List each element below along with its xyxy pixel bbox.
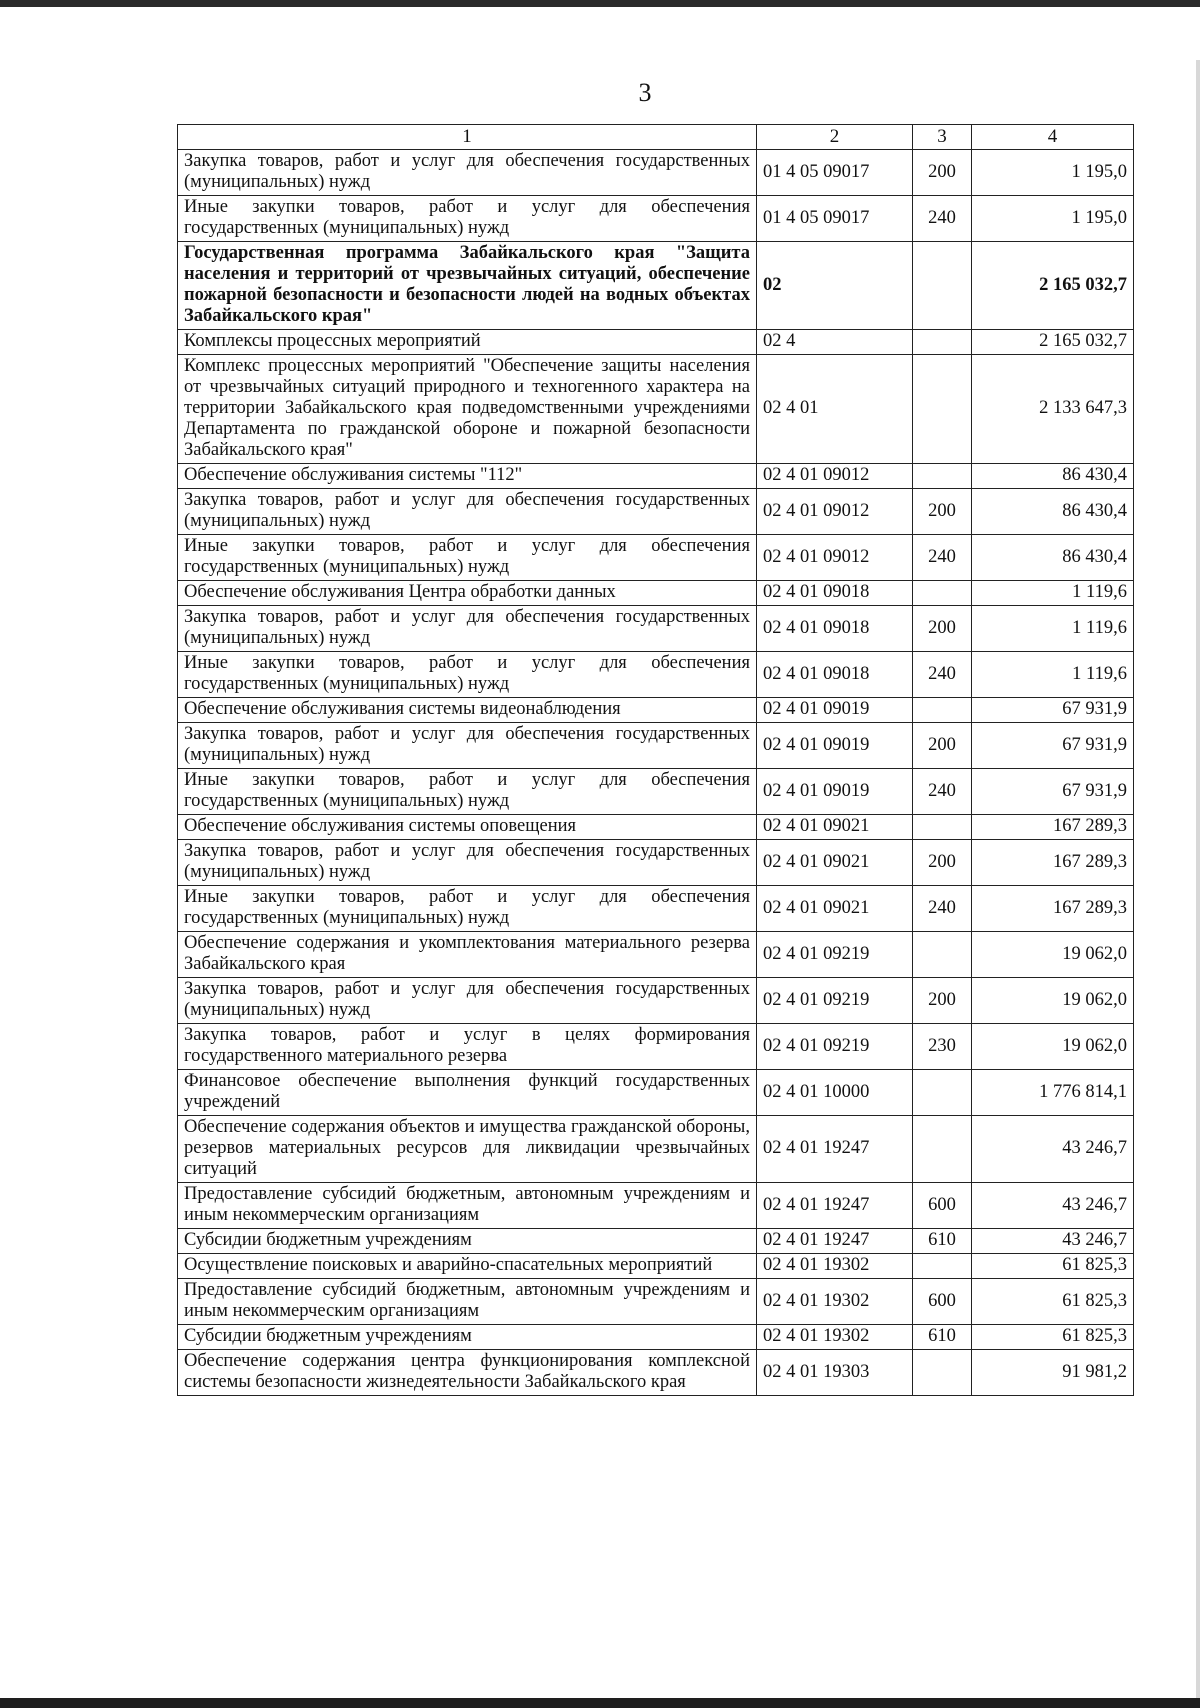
row-sum-cell: 19 062,0	[972, 1024, 1134, 1070]
table-row	[178, 196, 1134, 242]
row-code-cell: 02 4 01 09019	[757, 698, 913, 723]
scan-edge-top	[0, 0, 1200, 7]
table-row	[178, 840, 1134, 886]
row-kvr-cell	[913, 1254, 972, 1279]
row-name-cell: Закупка товаров, работ и услуг в целях формирования государственного материального резерва	[178, 1024, 757, 1070]
row-code-cell: 02 4 01 19247	[757, 1116, 913, 1183]
row-code-cell: 02 4 01 19303	[757, 1350, 913, 1396]
row-sum-cell: 167 289,3	[972, 840, 1134, 886]
row-kvr-cell: 600	[913, 1279, 972, 1325]
row-name-cell: Иные закупки товаров, работ и услуг для обеспечения государственных (муниципальных) нужд	[178, 535, 757, 581]
table-row	[178, 698, 1134, 723]
row-code-cell: 02 4 01 09012	[757, 489, 913, 535]
row-name-cell: Обеспечение содержания и укомплектования материального резерва Забайкальского края	[178, 932, 757, 978]
row-sum-cell: 67 931,9	[972, 769, 1134, 815]
row-code-cell: 02 4 01 09018	[757, 606, 913, 652]
table-row	[178, 1024, 1134, 1070]
row-name-cell: Осуществление поисковых и аварийно-спасательных мероприятий	[178, 1254, 757, 1279]
row-code-cell: 02 4 01 09219	[757, 1024, 913, 1070]
row-code-cell: 02 4 01 09219	[757, 978, 913, 1024]
table-header-row	[178, 125, 1134, 150]
row-kvr-cell	[913, 815, 972, 840]
table-row	[178, 330, 1134, 355]
row-code-cell: 02 4 01 10000	[757, 1070, 913, 1116]
row-sum-cell: 67 931,9	[972, 723, 1134, 769]
table-row	[178, 978, 1134, 1024]
row-code-cell: 02 4 01 19302	[757, 1254, 913, 1279]
row-sum-cell: 61 825,3	[972, 1254, 1134, 1279]
page-number: 3	[638, 78, 652, 107]
table-row	[178, 1350, 1134, 1396]
row-code-cell: 02 4 01 19302	[757, 1325, 913, 1350]
table-row	[178, 1254, 1134, 1279]
row-code-cell: 02 4 01 19247	[757, 1229, 913, 1254]
table-row	[178, 581, 1134, 606]
row-sum-cell: 86 430,4	[972, 535, 1134, 581]
row-code-cell: 02 4 01 09012	[757, 535, 913, 581]
row-code-cell: 02 4 01 09021	[757, 886, 913, 932]
row-name-cell: Закупка товаров, работ и услуг для обеспечения государственных (муниципальных) нужд	[178, 978, 757, 1024]
table-row	[178, 1279, 1134, 1325]
row-code-cell: 02 4 01 09021	[757, 840, 913, 886]
row-sum-cell: 61 825,3	[972, 1325, 1134, 1350]
row-name-cell: Обеспечение обслуживания системы видеонаблюдения	[178, 698, 757, 723]
row-code-cell: 02 4 01 09018	[757, 581, 913, 606]
row-name-cell: Иные закупки товаров, работ и услуг для обеспечения государственных (муниципальных) нужд	[178, 652, 757, 698]
table-row	[178, 535, 1134, 581]
row-name-cell: Обеспечение обслуживания системы "112"	[178, 464, 757, 489]
row-kvr-cell: 200	[913, 978, 972, 1024]
row-sum-cell: 43 246,7	[972, 1116, 1134, 1183]
row-kvr-cell: 610	[913, 1325, 972, 1350]
row-sum-cell: 43 246,7	[972, 1183, 1134, 1229]
row-name-cell: Иные закупки товаров, работ и услуг для обеспечения государственных (муниципальных) нужд	[178, 886, 757, 932]
row-kvr-cell: 200	[913, 606, 972, 652]
row-kvr-cell	[913, 464, 972, 489]
row-kvr-cell: 200	[913, 150, 972, 196]
row-kvr-cell	[913, 242, 972, 330]
table-row	[178, 1229, 1134, 1254]
row-code-cell: 02 4 01 19302	[757, 1279, 913, 1325]
row-kvr-cell	[913, 355, 972, 464]
table-row	[178, 886, 1134, 932]
row-name-cell: Субсидии бюджетным учреждениям	[178, 1325, 757, 1350]
row-code-cell: 02 4 01 09012	[757, 464, 913, 489]
row-name-cell: Обеспечение обслуживания системы оповещения	[178, 815, 757, 840]
table-row	[178, 1070, 1134, 1116]
row-name-cell: Субсидии бюджетным учреждениям	[178, 1229, 757, 1254]
row-kvr-cell: 240	[913, 535, 972, 581]
row-sum-cell: 19 062,0	[972, 978, 1134, 1024]
row-kvr-cell: 200	[913, 489, 972, 535]
row-name-cell: Иные закупки товаров, работ и услуг для обеспечения государственных (муниципальных) нужд	[178, 769, 757, 815]
row-sum-cell: 91 981,2	[972, 1350, 1134, 1396]
scan-edge-right	[1196, 60, 1200, 1700]
row-name-cell: Закупка товаров, работ и услуг для обеспечения государственных (муниципальных) нужд	[178, 723, 757, 769]
table-row	[178, 489, 1134, 535]
row-sum-cell: 1 119,6	[972, 606, 1134, 652]
row-code-cell: 02 4 01 19247	[757, 1183, 913, 1229]
row-name-cell: Обеспечение содержания центра функционирования комплексной системы безопасности жизнедеятельности Забайкальского края	[178, 1350, 757, 1396]
row-name-cell: Предоставление субсидий бюджетным, автономным учреждениям и иным некоммерческим организациям	[178, 1183, 757, 1229]
row-sum-cell: 2 165 032,7	[972, 330, 1134, 355]
row-kvr-cell: 610	[913, 1229, 972, 1254]
row-code-cell: 02	[757, 242, 913, 330]
row-sum-cell: 1 195,0	[972, 196, 1134, 242]
table-row	[178, 1116, 1134, 1183]
table-row	[178, 815, 1134, 840]
scan-edge-bottom	[0, 1698, 1200, 1708]
table-row	[178, 723, 1134, 769]
table-row	[178, 1183, 1134, 1229]
row-name-cell: Государственная программа Забайкальского края "Защита населения и территорий от чрезвычайных ситуаций, обеспечение пожарной безопасности и безопасности людей на водных объектах Забайкальского края"	[178, 242, 757, 330]
row-kvr-cell: 240	[913, 886, 972, 932]
row-kvr-cell: 240	[913, 652, 972, 698]
row-name-cell: Предоставление субсидий бюджетным, автономным учреждениям и иным некоммерческим организациям	[178, 1279, 757, 1325]
row-kvr-cell: 230	[913, 1024, 972, 1070]
row-kvr-cell	[913, 1070, 972, 1116]
row-sum-cell: 167 289,3	[972, 815, 1134, 840]
row-code-cell: 02 4 01 09219	[757, 932, 913, 978]
row-name-cell: Комплексы процессных мероприятий	[178, 330, 757, 355]
row-sum-cell: 167 289,3	[972, 886, 1134, 932]
row-sum-cell: 43 246,7	[972, 1229, 1134, 1254]
row-sum-cell: 19 062,0	[972, 932, 1134, 978]
table-row	[178, 769, 1134, 815]
row-sum-cell: 2 165 032,7	[972, 242, 1134, 330]
table-row	[178, 932, 1134, 978]
row-name-cell: Иные закупки товаров, работ и услуг для обеспечения государственных (муниципальных) нужд	[178, 196, 757, 242]
table-row	[178, 652, 1134, 698]
row-kvr-cell	[913, 1350, 972, 1396]
row-kvr-cell: 600	[913, 1183, 972, 1229]
row-sum-cell: 1 776 814,1	[972, 1070, 1134, 1116]
column-header-4: 4	[972, 125, 1134, 150]
row-kvr-cell	[913, 330, 972, 355]
budget-table	[177, 124, 1134, 1396]
row-sum-cell: 1 195,0	[972, 150, 1134, 196]
row-kvr-cell	[913, 581, 972, 606]
row-name-cell: Финансовое обеспечение выполнения функций государственных учреждений	[178, 1070, 757, 1116]
row-sum-cell: 67 931,9	[972, 698, 1134, 723]
table-row	[178, 606, 1134, 652]
row-name-cell: Закупка товаров, работ и услуг для обеспечения государственных (муниципальных) нужд	[178, 150, 757, 196]
row-kvr-cell: 200	[913, 723, 972, 769]
row-sum-cell: 1 119,6	[972, 652, 1134, 698]
row-code-cell: 02 4 01 09019	[757, 723, 913, 769]
row-code-cell: 02 4 01	[757, 355, 913, 464]
row-sum-cell: 1 119,6	[972, 581, 1134, 606]
row-code-cell: 02 4	[757, 330, 913, 355]
row-name-cell: Обеспечение обслуживания Центра обработки данных	[178, 581, 757, 606]
row-kvr-cell	[913, 1116, 972, 1183]
row-sum-cell: 61 825,3	[972, 1279, 1134, 1325]
table-row	[178, 355, 1134, 464]
row-code-cell: 01 4 05 09017	[757, 150, 913, 196]
table-body	[178, 150, 1134, 1396]
table-row	[178, 464, 1134, 489]
row-code-cell: 01 4 05 09017	[757, 196, 913, 242]
row-kvr-cell	[913, 932, 972, 978]
table-row	[178, 150, 1134, 196]
row-code-cell: 02 4 01 09021	[757, 815, 913, 840]
table-row	[178, 242, 1134, 330]
row-sum-cell: 86 430,4	[972, 489, 1134, 535]
row-kvr-cell: 240	[913, 769, 972, 815]
row-kvr-cell	[913, 698, 972, 723]
table-row	[178, 1325, 1134, 1350]
row-name-cell: Обеспечение содержания объектов и имущества гражданской обороны, резервов материальных ресурсов для ликвидации чрезвычайных ситуаций	[178, 1116, 757, 1183]
row-name-cell: Закупка товаров, работ и услуг для обеспечения государственных (муниципальных) нужд	[178, 489, 757, 535]
column-header-2: 2	[757, 125, 913, 150]
row-kvr-cell: 200	[913, 840, 972, 886]
row-sum-cell: 86 430,4	[972, 464, 1134, 489]
row-name-cell: Закупка товаров, работ и услуг для обеспечения государственных (муниципальных) нужд	[178, 606, 757, 652]
column-header-1: 1	[178, 125, 757, 150]
row-name-cell: Комплекс процессных мероприятий "Обеспечение защиты населения от чрезвычайных ситуаций природного и техногенного характера на территории Забайкальского края подведомственными учреждениями Департамента по гражданской обороне и пожарной безопасности Забайкальского края"	[178, 355, 757, 464]
row-sum-cell: 2 133 647,3	[972, 355, 1134, 464]
column-header-3: 3	[913, 125, 972, 150]
row-code-cell: 02 4 01 09019	[757, 769, 913, 815]
row-kvr-cell: 240	[913, 196, 972, 242]
row-code-cell: 02 4 01 09018	[757, 652, 913, 698]
row-name-cell: Закупка товаров, работ и услуг для обеспечения государственных (муниципальных) нужд	[178, 840, 757, 886]
